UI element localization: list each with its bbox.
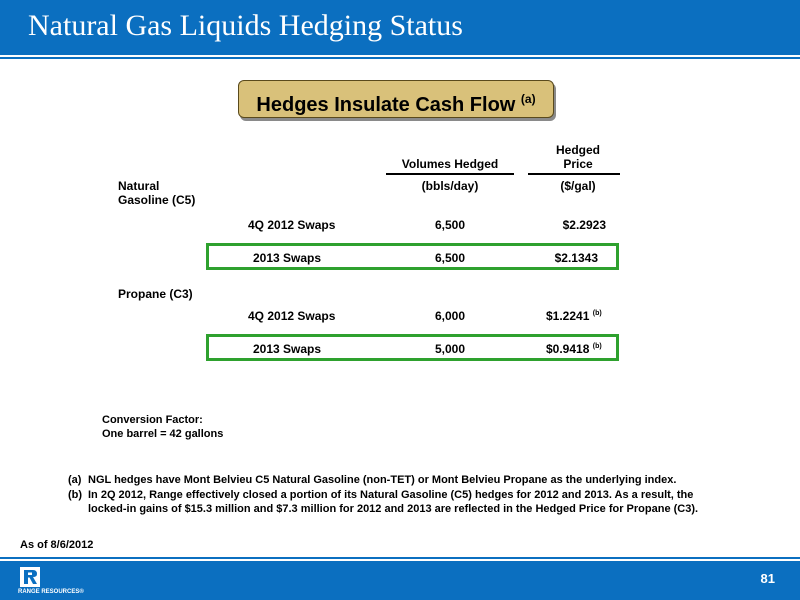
logo-text: RANGE RESOURCES®: [18, 589, 84, 595]
conversion-value: One barrel = 42 gallons: [102, 428, 224, 440]
row-price-note: (b): [592, 310, 602, 317]
row-price: $2.1343: [554, 251, 598, 265]
row-volume: 6,000: [434, 309, 466, 323]
header-bar: [0, 0, 800, 55]
row-label: 4Q 2012 Swaps: [248, 218, 336, 232]
row-price: [546, 342, 602, 356]
headline-text: Hedges Insulate Cash Flow: [256, 94, 516, 116]
as-of-date: As of 8/6/2012: [20, 539, 94, 551]
range-resources-logo-icon: [18, 566, 42, 588]
row-price-note: (b): [592, 343, 602, 350]
section-name-line2: Gasoline (C5): [118, 193, 196, 207]
page-number: 81: [760, 571, 775, 586]
row-price-value: $1.2241: [546, 309, 590, 323]
row-label: 4Q 2012 Swaps: [248, 309, 336, 323]
row-price: $2.2923: [562, 218, 606, 232]
header-divider: [0, 57, 800, 59]
row-price-value: $0.9418: [546, 342, 590, 356]
footnote-a-marker: (a): [68, 474, 82, 486]
volumes-header: Volumes Hedged: [401, 157, 499, 171]
price-header-rule: [528, 173, 620, 175]
footer-divider: [0, 557, 800, 559]
row-label: 2013 Swaps: [253, 251, 322, 265]
section-name-line1: Propane (C3): [118, 287, 193, 301]
footnote-b-text-line2: locked-in gains of $15.3 million and $7.3 million for 2012 and 2013 are reflected in the Hedged Price for Propane (C3).: [88, 503, 699, 515]
headline-callout: [238, 80, 554, 118]
volumes-unit: (bbls/day): [421, 179, 479, 193]
page-title: Natural Gas Liquids Hedging Status: [28, 9, 463, 42]
headline-note: (a): [520, 92, 536, 106]
price-header-line1: Hedged: [555, 143, 600, 157]
row-volume: 6,500: [434, 251, 466, 265]
row-volume: 5,000: [434, 342, 466, 356]
footnote-b-text-line1: In 2Q 2012, Range effectively closed a portion of its Natural Gasoline (C5) hedges for 2012 and 2013. As a result, the: [88, 489, 694, 501]
conversion-label: Conversion Factor:: [102, 414, 203, 426]
footer-bar: [0, 561, 800, 600]
row-label: 2013 Swaps: [253, 342, 322, 356]
footnote-a-text: NGL hedges have Mont Belvieu C5 Natural Gasoline (non-TET) or Mont Belvieu Propane as the underlying index.: [88, 474, 677, 486]
price-unit: ($/gal): [560, 179, 596, 193]
row-volume: 6,500: [434, 218, 466, 232]
volumes-header-rule: [386, 173, 514, 175]
price-header-line2: Price: [563, 157, 593, 171]
section-name-line1: Natural: [118, 179, 160, 193]
footnote-b-marker: (b): [68, 489, 83, 501]
row-price: [546, 309, 602, 323]
